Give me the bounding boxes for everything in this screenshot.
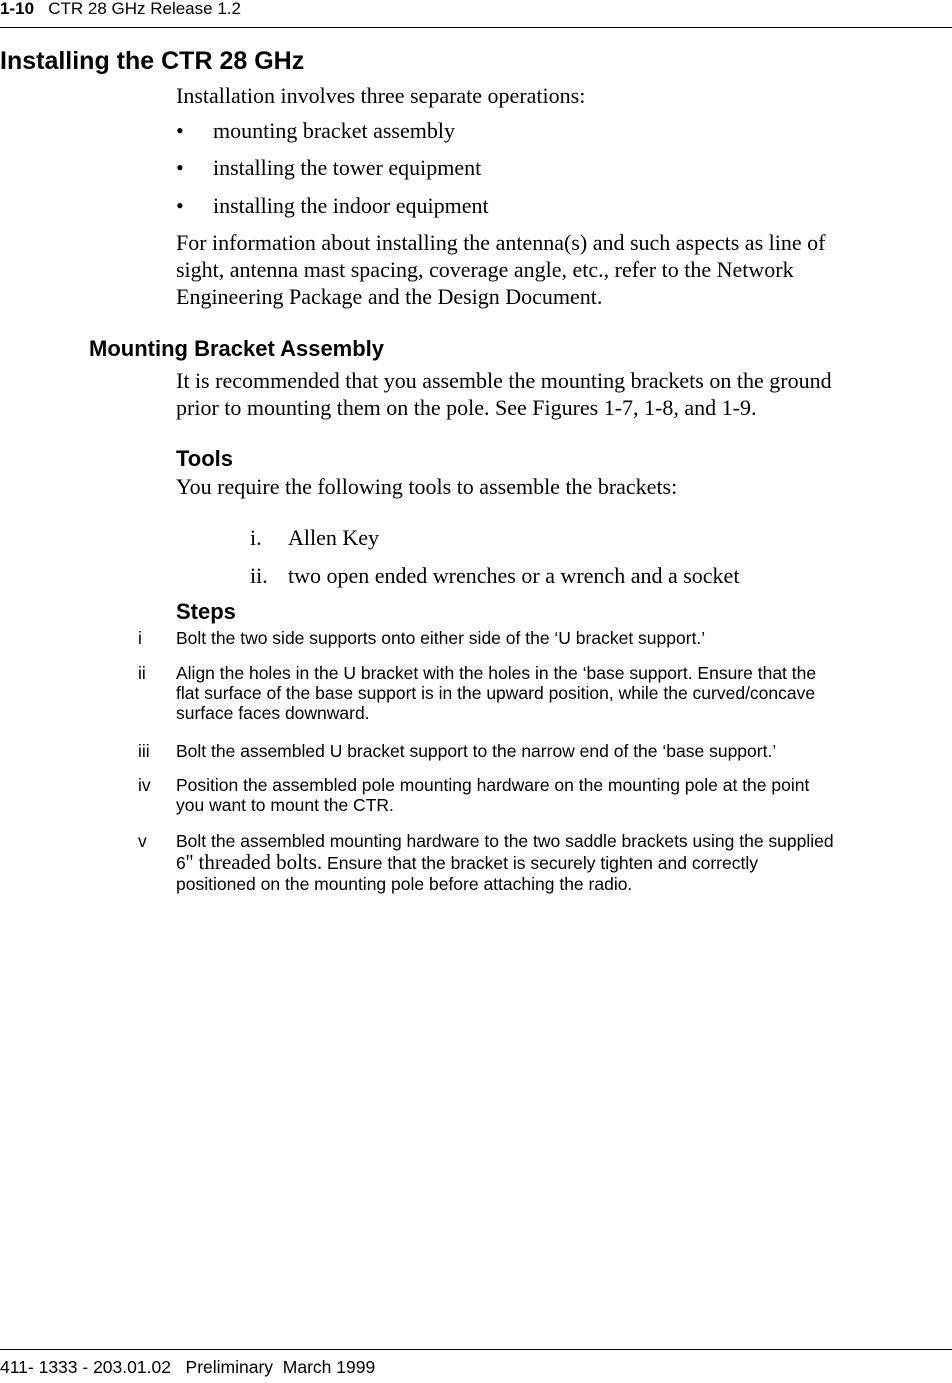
list-item-text: installing the tower equipment — [213, 155, 482, 180]
page-number: 1-10 — [0, 0, 35, 18]
page-footer — [0, 1357, 375, 1377]
tools-heading: Tools — [176, 446, 234, 471]
bullet-icon: • — [176, 118, 184, 143]
step-number: iii — [138, 741, 150, 761]
step-text-fragment: '' threaded bolts. — [185, 850, 323, 874]
list-item-text: Allen Key — [288, 525, 380, 550]
step-line: Position the assembled pole mounting hardware on the mounting pole at the point — [176, 775, 810, 795]
step-item — [138, 628, 950, 648]
step-line: Bolt the assembled U bracket support to the narrow end of the ‘base support.’ — [176, 741, 777, 761]
running-header — [0, 0, 241, 18]
footer-rule — [0, 1349, 952, 1350]
step-number: v — [138, 831, 147, 851]
tools-intro: You require the following tools to assemble the brackets: — [176, 474, 678, 499]
step-text-fragment: Ensure that the bracket is securely tighten and correctly — [322, 853, 758, 873]
running-title: CTR 28 GHz Release 1.2 — [48, 0, 241, 18]
list-item-text: installing the indoor equipment — [213, 193, 489, 218]
list-item-text: mounting bracket assembly — [213, 118, 455, 143]
list-item — [176, 192, 489, 219]
step-item — [138, 741, 950, 761]
step-line: Align the holes in the U bracket with the holes in the ‘base support. Ensure that the — [176, 663, 817, 683]
paragraph-line: For information about installing the antenna(s) and such aspects as line of — [176, 230, 826, 255]
step-line: Bolt the assembled mounting hardware to the two saddle brackets using the supplied — [176, 831, 834, 851]
subsection-title: Mounting Bracket Assembly — [89, 336, 385, 361]
step-item — [138, 775, 950, 815]
step-line: surface faces downward. — [176, 703, 370, 723]
list-item — [250, 562, 739, 589]
step-line — [176, 851, 950, 874]
step-item — [138, 663, 950, 723]
list-number: ii. — [250, 563, 268, 588]
doc-date: March 1999 — [282, 1357, 376, 1377]
list-item-text: two open ended wrenches or a wrench and a socket — [288, 563, 740, 588]
bullet-icon: • — [176, 155, 184, 180]
steps-heading: Steps — [176, 599, 236, 624]
step-number: iv — [138, 775, 151, 795]
list-item — [176, 117, 455, 144]
header-rule — [0, 27, 952, 28]
list-item — [250, 524, 379, 551]
list-number: i. — [250, 525, 262, 550]
info-paragraph — [176, 229, 946, 310]
doc-number: 411- 1333 - 203.01.02 — [0, 1357, 171, 1377]
step-line: you want to mount the CTR. — [176, 795, 394, 815]
section-title: Installing the CTR 28 GHz — [0, 47, 305, 75]
step-line: flat surface of the base support is in the upward position, while the curved/concave — [176, 683, 816, 703]
list-item — [176, 154, 481, 181]
paragraph-line: prior to mounting them on the pole. See Figures 1-7, 1-8, and 1-9. — [176, 395, 757, 420]
step-item — [138, 831, 950, 893]
bracket-paragraph — [176, 367, 946, 421]
step-number: i — [138, 628, 142, 648]
bullet-icon: • — [176, 193, 184, 218]
paragraph-line: It is recommended that you assemble the mounting brackets on the ground — [176, 368, 832, 393]
paragraph-line: sight, antenna mast spacing, coverage angle, etc., refer to the Network — [176, 257, 794, 282]
intro-text: Installation involves three separate operations: — [176, 83, 586, 108]
doc-status: Preliminary — [185, 1357, 274, 1377]
step-number: ii — [138, 663, 146, 683]
step-line: Bolt the two side supports onto either side of the ‘U bracket support.’ — [176, 628, 706, 648]
step-text-fragment: 6 — [176, 853, 186, 873]
step-line: positioned on the mounting pole before attaching the radio. — [176, 874, 633, 894]
paragraph-line: Engineering Package and the Design Document. — [176, 284, 603, 309]
